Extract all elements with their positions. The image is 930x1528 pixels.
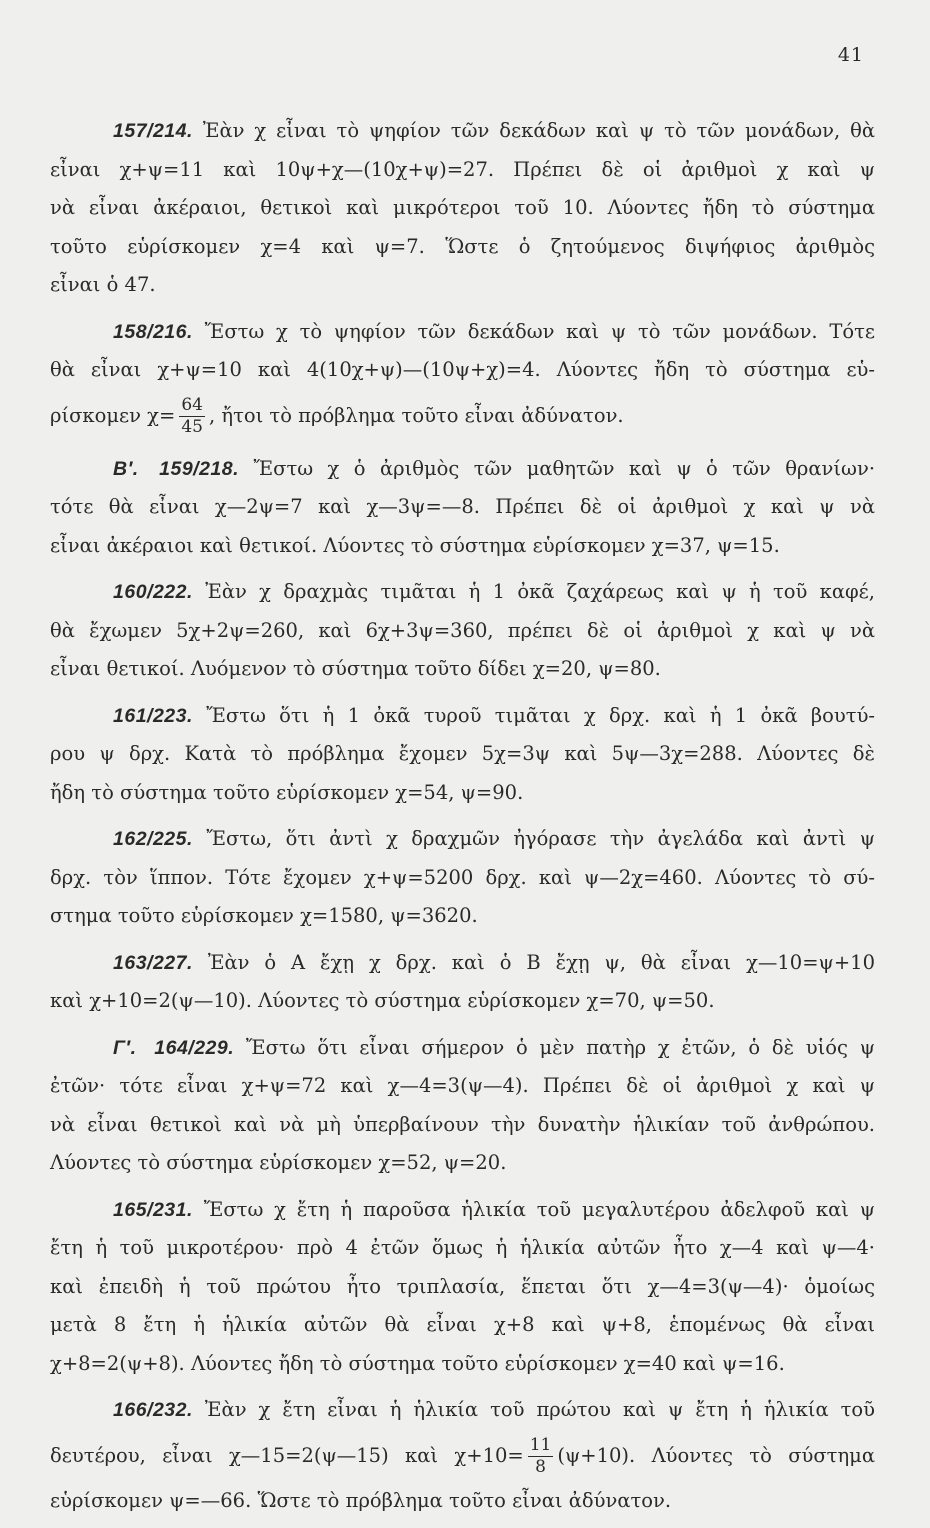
- text-line: [50, 897, 875, 936]
- line-text: εἶναι χ+ψ=11 καὶ 10ψ+χ—(10χ+ψ)=27. Πρέπει δὲ οἱ ἀριθμοὶ χ καὶ ψ: [50, 157, 875, 181]
- line-text: Ἐὰν χ εἶναι τὸ ψηφίον τῶν δεκάδων καὶ ψ τὸ τῶν μονάδων, θὰ: [202, 119, 875, 142]
- text-line: [50, 1229, 875, 1268]
- text-line: [50, 820, 875, 859]
- text-line: [50, 450, 875, 489]
- text-line: [50, 189, 875, 228]
- text-line: [50, 1430, 875, 1482]
- text-line: [50, 1306, 875, 1345]
- text-line: [50, 944, 875, 983]
- problem-entry: [50, 820, 875, 936]
- line-text: δρχ. τὸν ἵππον. Τότε ἔχομεν χ+ψ=5200 δρχ. καὶ ψ—2χ=460. Λύοντες τὸ σύ-: [50, 865, 875, 889]
- line-text: μετὰ 8 ἔτη ἡ ἡλικία αὐτῶν θὰ εἶναι χ+8 καὶ ψ+8, ἑπομένως θὰ εἶναι: [50, 1313, 875, 1336]
- problem-entry: [50, 112, 875, 305]
- text-line: [50, 774, 875, 813]
- line-text: Ἔστω ὅτι ἡ 1 ὀκᾶ τυροῦ τιμᾶται χ δρχ. καὶ ἡ 1 ὀκᾶ βουτύ-: [206, 703, 876, 727]
- line-text: Ἔστω, ὅτι ἀντὶ χ δραχμῶν ἠγόρασε τὴν ἀγελάδα καὶ ἀντὶ ψ: [206, 827, 875, 850]
- line-text: Ἔστω χ ἔτη ἡ παροῦσα ἡλικία τοῦ μεγαλυτέρου ἀδελφοῦ καὶ ψ: [203, 1197, 875, 1221]
- line-text: εἶναι θετικοί. Λυόμενον τὸ σύστημα τοῦτο δίδει χ=20, ψ=80.: [50, 657, 661, 680]
- section-marker: Γ′.: [113, 1036, 137, 1059]
- text-line: [50, 982, 875, 1021]
- text-line: [50, 1391, 875, 1430]
- line-text: Ἔστω ὅτι εἶναι σήμερον ὁ μὲν πατὴρ χ ἐτῶν, ὁ δὲ υἱός ψ: [245, 1035, 875, 1059]
- line-text: τοῦτο εὑρίσκομεν χ=4 καὶ ψ=7. Ὥστε ὁ ζητούμενος διψήφιος ἀριθμὸς: [50, 234, 875, 258]
- line-text: Ἐὰν ὁ Α ἔχῃ χ δρχ. καὶ ὁ Β ἔχῃ ψ, θὰ εἶναι χ—10=ψ+10: [207, 950, 875, 974]
- line-text: θὰ εἶναι χ+ψ=10 καὶ 4(10χ+ψ)—(10ψ+χ)=4. Λύοντες ἤδη τὸ σύστημα εὑ-: [50, 358, 875, 381]
- problem-number: 166/232.: [113, 1399, 193, 1421]
- problem-entry: [50, 944, 875, 1021]
- text-line: [50, 351, 875, 390]
- page-number: 41: [837, 44, 864, 66]
- line-text: εὑρίσκομεν ψ=—66. Ὥστε τὸ πρόβλημα τοῦτο εἶναι ἀδύνατον.: [50, 1488, 672, 1512]
- text-line: [50, 612, 875, 651]
- line-text: ρίσκομεν χ=: [50, 403, 176, 427]
- text-body: [50, 112, 875, 1528]
- line-text: εἶναι ὁ 47.: [50, 273, 156, 296]
- problem-entry: [50, 313, 875, 442]
- text-line: [50, 390, 875, 442]
- problem-number: 162/225.: [113, 828, 193, 850]
- line-text: ἔτη ἡ τοῦ μικροτέρου· πρὸ 4 ἐτῶν ὅμως ἡ ἡλικία αὐτῶν ἦτο χ—4 καὶ ψ—4·: [50, 1236, 875, 1259]
- text-line: [50, 313, 875, 352]
- text-line: [50, 1268, 875, 1307]
- fraction-numerator: 11: [529, 1434, 552, 1455]
- problem-entry: [50, 450, 875, 566]
- problem-entry: [50, 573, 875, 689]
- problem-number: 158/216.: [113, 320, 193, 343]
- line-text: Ἐὰν χ δραχμὰς τιμᾶται ἡ 1 ὀκᾶ ζαχάρεως καὶ ψ ἡ τοῦ καφέ,: [205, 580, 875, 603]
- text-line: [50, 573, 875, 612]
- problem-number: 164/229.: [154, 1036, 235, 1059]
- problem-entry: [50, 1391, 875, 1520]
- text-line: [50, 1029, 875, 1068]
- text-line: [50, 1106, 875, 1145]
- text-line: [50, 859, 875, 898]
- fraction-denominator: 45: [181, 416, 203, 437]
- line-text: στημα τοῦτο εὑρίσκομεν χ=1580, ψ=3620.: [50, 904, 478, 927]
- text-line: [50, 1345, 875, 1384]
- text-line: [50, 735, 875, 774]
- problem-number: 163/227.: [113, 951, 193, 974]
- line-text: εἶναι ἀκέραιοι καὶ θετικοί. Λύοντες τὸ σύστημα εὑρίσκομεν χ=37, ψ=15.: [50, 533, 780, 557]
- problem-number: 161/223.: [113, 704, 193, 727]
- line-text: ἤδη τὸ σύστημα τοῦτο εὑρίσκομεν χ=54, ψ=90.: [50, 780, 524, 804]
- text-line: [50, 527, 875, 566]
- text-line: [50, 266, 875, 305]
- line-text: , ἤτοι τὸ πρόβλημα τοῦτο εἶναι ἀδύνατον.: [208, 403, 624, 427]
- fraction-denominator: 8: [535, 1456, 546, 1477]
- line-text: ἐτῶν· τότε εἶναι χ+ψ=72 καὶ χ—4=3(ψ—4). Πρέπει δὲ οἱ ἀριθμοὶ χ καὶ ψ: [50, 1074, 875, 1097]
- text-line: [50, 228, 875, 267]
- problem-number: 159/218.: [159, 457, 240, 480]
- problem-number: 165/231.: [113, 1198, 193, 1221]
- line-text: Ἔστω χ τὸ ψηφίον τῶν δεκάδων καὶ ψ τὸ τῶν μονάδων. Τότε: [204, 319, 875, 343]
- fraction: [528, 1434, 554, 1477]
- text-line: [50, 1191, 875, 1230]
- problem-number: 157/214.: [113, 120, 193, 142]
- line-text: Ἐὰν χ ἔτη εἶναι ἡ ἡλικία τοῦ πρώτου καὶ ψ ἔτη ἡ ἡλικία τοῦ: [204, 1398, 875, 1421]
- fraction-numerator: 64: [181, 394, 203, 415]
- problem-entry: [50, 1191, 875, 1384]
- problem-entry: [50, 697, 875, 813]
- line-text: Λύοντες τὸ σύστημα εὑρίσκομεν χ=52, ψ=20.: [50, 1151, 507, 1174]
- section-marker: Β′.: [113, 457, 139, 480]
- line-text: ρου ψ δρχ. Κατὰ τὸ πρόβλημα ἔχομεν 5χ=3ψ καὶ 5ψ—3χ=288. Λύοντες δὲ: [50, 742, 875, 765]
- text-line: [50, 488, 875, 527]
- fraction: [179, 394, 205, 437]
- text-line: [50, 1067, 875, 1106]
- line-text: χ+8=2(ψ+8). Λύοντες ἤδη τὸ σύστημα τοῦτο εὑρίσκομεν χ=40 καὶ ψ=16.: [50, 1351, 785, 1375]
- line-text: τότε θὰ εἶναι χ—2ψ=7 καὶ χ—3ψ=—8. Πρέπει δὲ οἱ ἀριθμοὶ χ καὶ ψ νὰ: [50, 495, 875, 518]
- text-line: [50, 151, 875, 190]
- problem-number: 160/222.: [113, 581, 193, 603]
- line-text: δευτέρου, εἶναι χ—15=2(ψ—15) καὶ χ+10=: [50, 1443, 524, 1467]
- text-line: [50, 1144, 875, 1183]
- text-line: [50, 112, 875, 151]
- line-text: θὰ ἔχωμεν 5χ+2ψ=260, καὶ 6χ+3ψ=360, πρέπει δὲ οἱ ἀριθμοὶ χ καὶ ψ νὰ: [50, 618, 875, 642]
- line-text: καὶ ἐπειδὴ ἡ τοῦ πρώτου ἦτο τριπλασία, ἕπεται ὅτι χ—4=3(ψ—4)· ὁμοίως: [50, 1274, 875, 1298]
- line-text: νὰ εἶναι ἀκέραιοι, θετικοὶ καὶ μικρότεροι τοῦ 10. Λύοντες ἤδη τὸ σύστημα: [50, 196, 875, 219]
- line-text: καὶ χ+10=2(ψ—10). Λύοντες τὸ σύστημα εὑρίσκομεν χ=70, ψ=50.: [50, 989, 715, 1012]
- text-line: [50, 1482, 875, 1521]
- line-text: (ψ+10). Λύοντες τὸ σύστημα: [557, 1443, 875, 1467]
- text-line: [50, 697, 875, 736]
- problem-entry: [50, 1029, 875, 1183]
- line-text: Ἔστω χ ὁ ἀριθμὸς τῶν μαθητῶν καὶ ψ ὁ τῶν θρανίων·: [253, 456, 876, 480]
- line-text: νὰ εἶναι θετικοὶ καὶ νὰ μὴ ὑπερβαίνουν τὴν δυνατὴν ἡλικίαν τοῦ ἀνθρώπου.: [50, 1112, 875, 1136]
- text-line: [50, 650, 875, 689]
